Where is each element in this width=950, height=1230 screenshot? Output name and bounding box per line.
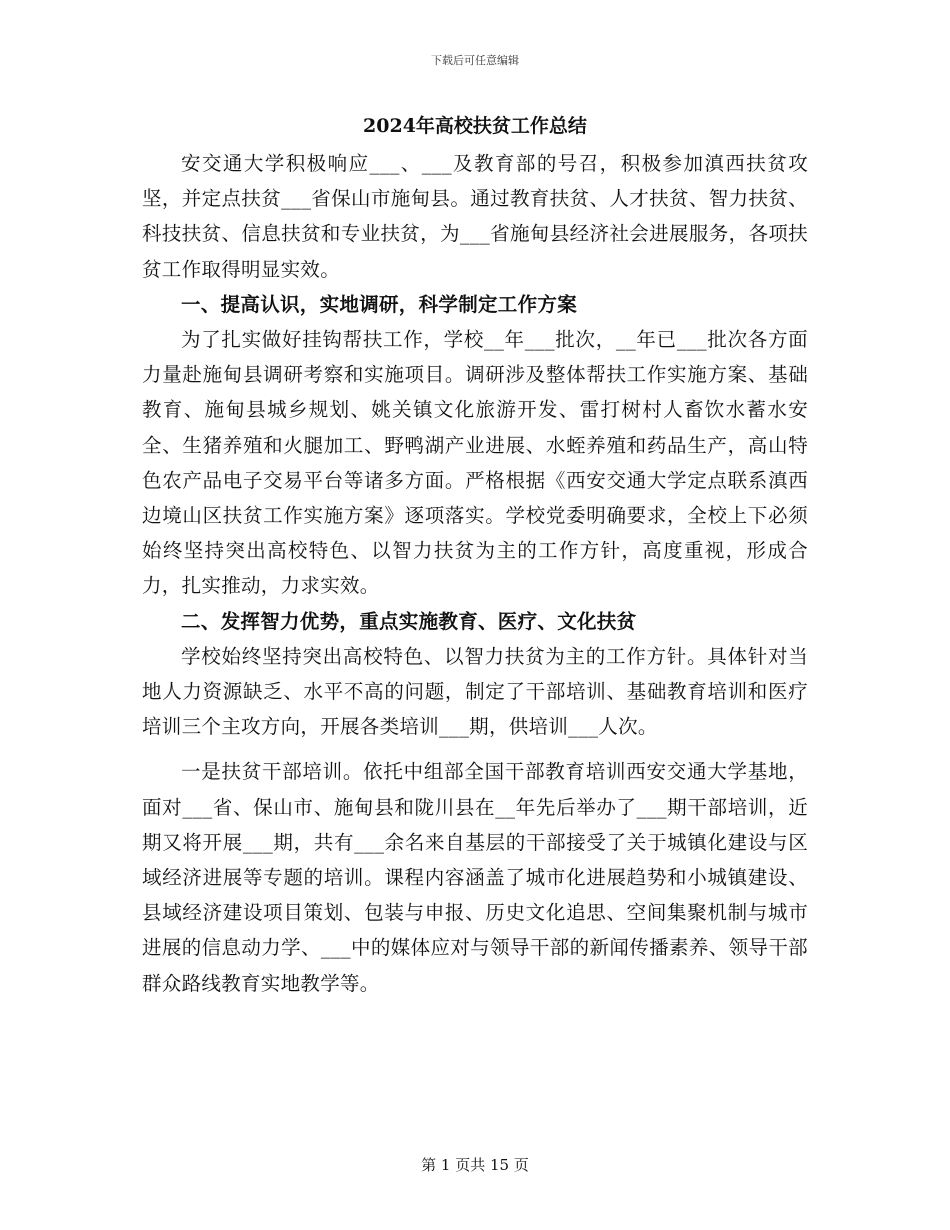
section-2-heading: 二、发挥智力优势，重点实施教育、医疗、文化扶贫 bbox=[181, 609, 637, 633]
intro-paragraph: 安交通大学积极响应___、___及教育部的号召，积极参加滇西扶贫攻坚，并定点扶贫___省保山市施甸县。通过教育扶贫、人才扶贫、智力扶贫、科技扶贫、信息扶贫和专业扶贫，为___省施甸县经济社会进展服务，各项扶贫工作取得明显实效。 bbox=[142, 152, 808, 281]
section-1-heading: 一、提高认识，实地调研，科学制定工作方案 bbox=[181, 292, 578, 316]
page-number: 第 1 页共 15 页 bbox=[421, 1156, 529, 1174]
document-body bbox=[142, 110, 808, 1001]
section-1-paragraph: 为了扎实做好挂钩帮扶工作，学校__年___批次，__年已___批次各方面力量赴施甸县调研考察和实施项目。调研涉及整体帮扶工作实施方案、基础教育、施甸县城乡规划、姚关镇文化旅游开发、雷打树村人畜饮水蓄水安全、生猪养殖和火腿加工、野鸭湖产业进展、水蛭养殖和药品生产，高山特色农产品电子交易平台等诸多方面。严格根据《西安交通大学定点联系滇西边境山区扶贫工作实施方案》逐项落实。学校党委明确要求，全校上下必须始终坚持突出高校特色、以智力扶贫为主的工作方针，高度重视，形成合力，扎实推动，力求实效。 bbox=[142, 328, 808, 598]
section-2-paragraph-2: 一是扶贫干部培训。依托中组部全国干部教育培训西安交通大学基地，面对___省、保山市、施甸县和陇川县在__年先后举办了___期干部培训，近期又将开展___期，共有___余名来自基层的干部接受了关于城镇化建设与区域经济进展等专题的培训。课程内容涵盖了城市化进展趋势和小城镇建设、县域经济建设项目策划、包装与申报、历史文化追思、空间集聚机制与城市进展的信息动力学、___中的媒体应对与领导干部的新闻传播素养、领导干部群众路线教育实地教学等。 bbox=[142, 760, 808, 995]
section-2-paragraph-1: 学校始终坚持突出高校特色、以智力扶贫为主的工作方针。具体针对当地人力资源缺乏、水平不高的问题，制定了干部培训、基础教育培训和医疗培训三个主攻方向，开展各类培训___期，供培训___人次。 bbox=[142, 644, 808, 739]
paragraph-spacer bbox=[142, 744, 808, 754]
document-title: 2024年高校扶贫工作总结 bbox=[363, 115, 587, 137]
page-header-note: 下载后可任意编辑 bbox=[431, 54, 519, 67]
